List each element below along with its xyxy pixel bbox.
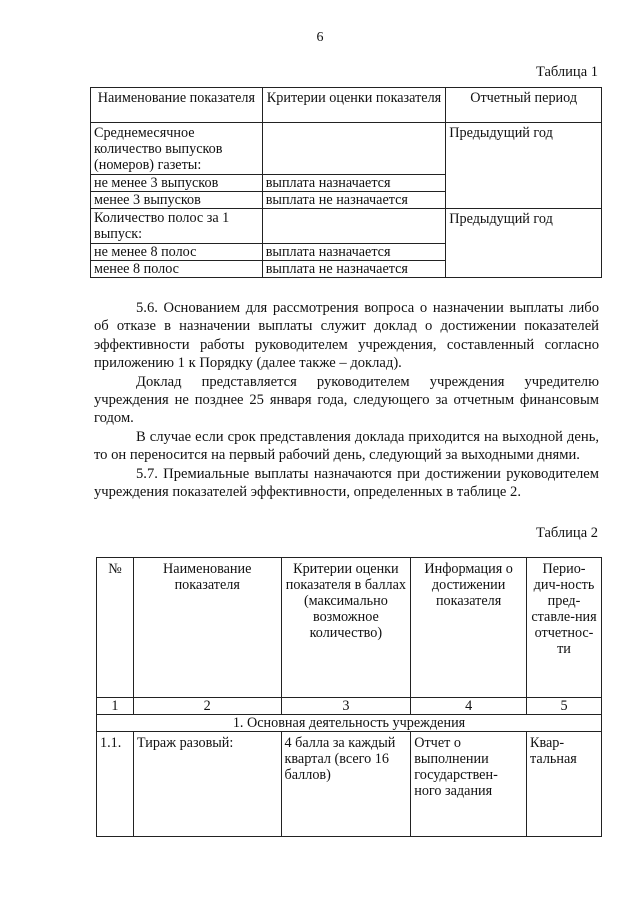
table1-group1-row2-criteria: выплата не назначается — [262, 192, 446, 209]
table1-group1-empty — [262, 123, 446, 175]
table1-group1-row2-label: менее 3 выпусков — [91, 192, 263, 209]
table1-group1-period: Предыдущий год — [446, 123, 602, 209]
table2-colnum-3: 3 — [281, 698, 411, 715]
table2-header-period: Перио-дич-ность пред-ставле-ния отчетнос-ти — [527, 558, 602, 698]
table1 — [90, 87, 602, 278]
table2-header-criteria: Критерии оценки показателя в баллах (максимально возможное количество) — [281, 558, 411, 698]
table1-caption: Таблица 1 — [535, 64, 598, 80]
table1-group2-name: Количество полос за 1 выпуск: — [91, 209, 263, 244]
table2-row1-name: Тираж разовый: — [133, 732, 281, 837]
table1-group2-row1-criteria: выплата назначается — [262, 244, 446, 261]
table1-group2-period: Предыдущий год — [446, 209, 602, 278]
table2-colnum-4: 4 — [411, 698, 527, 715]
table1-header-period: Отчетный период — [446, 88, 602, 123]
table2-row1-period: Квар-тальная — [527, 732, 602, 837]
paragraph-sluchae: В случае если срок представления доклада приходится на выходной день, то он переносится на первый рабочий день, следующий за выходными днями. — [94, 428, 599, 464]
table1-group2-row2-criteria: выплата не назначается — [262, 261, 446, 278]
table2-header-name: Наименование показателя — [133, 558, 281, 698]
table2-header-info: Информация о достижении показателя — [411, 558, 527, 698]
table2-section-title: 1. Основная деятельность учреждения — [97, 715, 602, 732]
table1-group1-name: Среднемесячное количество выпусков (номеров) газеты: — [91, 123, 263, 175]
table2-row1-info: Отчет о выполнении государствен-ного задания — [411, 732, 527, 837]
table2-colnum-2: 2 — [133, 698, 281, 715]
table2-row1-criteria: 4 балла за каждый квартал (всего 16 баллов) — [281, 732, 411, 837]
table2-header-number: № — [97, 558, 134, 698]
table1-group1-row1-criteria: выплата назначается — [262, 175, 446, 192]
paragraph-5-7: 5.7. Премиальные выплаты назначаются при достижении руководителем учреждения показателей эффективности, определенных в таблице 2. — [94, 465, 599, 501]
table1-group2-empty — [262, 209, 446, 244]
table1-group1-row1-label: не менее 3 выпусков — [91, 175, 263, 192]
table2-colnum-5: 5 — [527, 698, 602, 715]
table1-header-criteria: Критерии оценки показателя — [262, 88, 446, 123]
body-text — [94, 299, 599, 501]
table1-group2-row1-label: не менее 8 полос — [91, 244, 263, 261]
paragraph-5-6: 5.6. Основанием для рассмотрения вопроса о назначении выплаты либо об отказе в назначении выплаты служит доклад о достижении показателей эффективности работы руководителем учреждения, составленный согласно приложению 1 к Порядку (далее также – доклад). — [94, 300, 599, 372]
table2-caption: Таблица 2 — [535, 525, 598, 541]
page-number: 6 — [316, 30, 324, 45]
table1-header-name: Наименование показателя — [91, 88, 263, 123]
table2-row1-number: 1.1. — [97, 732, 134, 837]
table2-colnum-1: 1 — [97, 698, 134, 715]
table2 — [96, 557, 602, 837]
paragraph-doklad: Доклад представляется руководителем учреждения учредителю учреждения не позднее 25 января года, следующего за отчетным финансовым годом. — [94, 373, 599, 427]
table1-group2-row2-label: менее 8 полос — [91, 261, 263, 278]
